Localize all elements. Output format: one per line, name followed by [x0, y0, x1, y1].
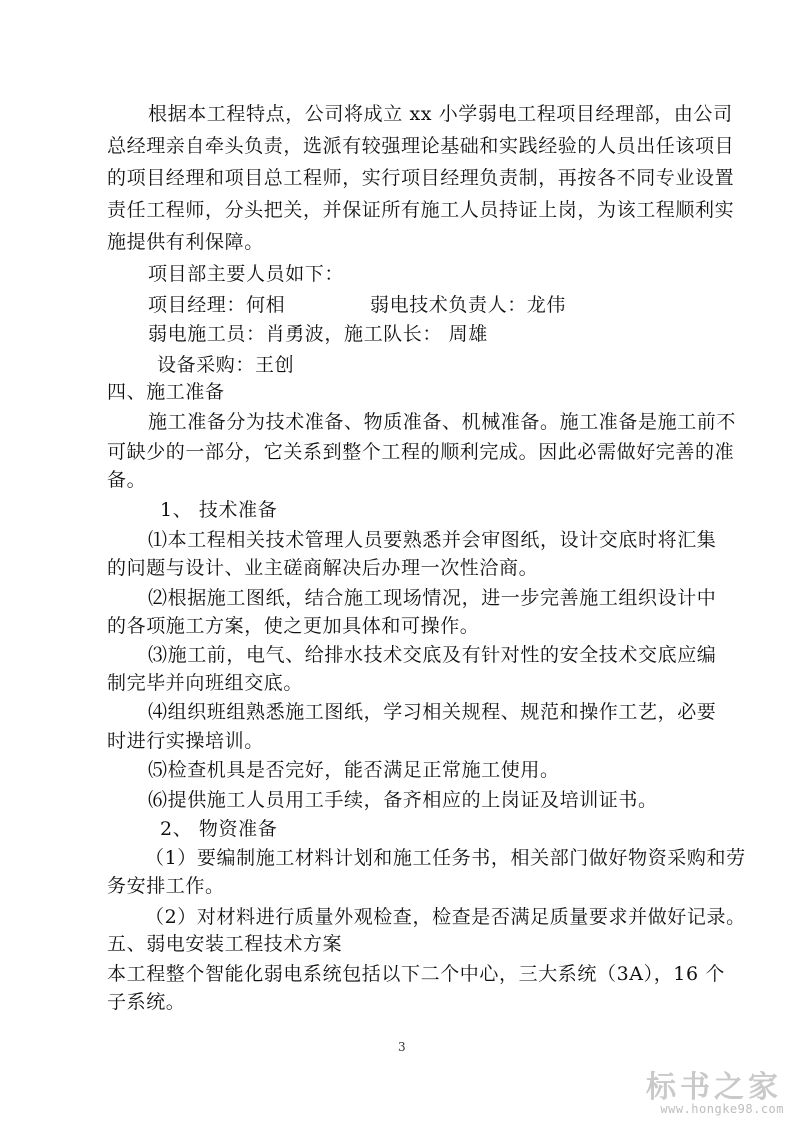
- text-line: （2）对材料进行质量外观检查，检查是否满足质量要求并做好记录。: [145, 906, 746, 928]
- text-line: ⑴本工程相关技术管理人员要熟悉并会审图纸，设计交底时将汇集: [148, 529, 717, 551]
- text-line: 1、 技术准备: [160, 499, 278, 521]
- text-line: 2、 物资准备: [160, 818, 278, 840]
- text-line: 备。: [107, 469, 147, 491]
- text-line: 可缺少的一部分，它关系到整个工程的顺利完成。因此必需做好完善的准: [107, 441, 735, 463]
- text-line: 四、施工准备: [107, 381, 225, 403]
- text-line: ⑵根据施工图纸，结合施工现场情况，进一步完善施工组织设计中: [148, 587, 717, 609]
- text-line: 责任工程师，分头把关，并保证所有施工人员持证上岗，为该工程顺利实: [107, 199, 735, 221]
- text-line: 根据本工程特点，公司将成立 xx 小学弱电工程项目经理部，由公司: [148, 103, 733, 125]
- text-line: 项目经理：何相: [148, 294, 286, 316]
- text-line: （1）要编制施工材料计划和施工任务书，相关部门做好物资采购和劳: [145, 847, 746, 869]
- text-line: 的项目经理和项目总工程师，实行项目经理负责制，再按各不同专业设置: [107, 167, 735, 189]
- text-line: ⑹提供施工人员用工手续，备齐相应的上岗证及培训证书。: [148, 789, 658, 811]
- page-number: 3: [398, 1040, 406, 1054]
- watermark-url: www.hongke98.com: [660, 1102, 784, 1116]
- text-line: 项目部主要人员如下：: [148, 263, 345, 285]
- text-line: 本工程整个智能化弱电系统包括以下二个中心，三大系统（3A），16 个: [107, 963, 725, 985]
- text-line: 设备采购：王创: [157, 354, 295, 376]
- text-line: 制完毕并向班组交底。: [107, 672, 304, 694]
- watermark-title: 标书之家: [646, 1070, 782, 1105]
- text-line: 总经理亲自牵头负责，选派有较强理论基础和实践经验的人员出任该项目: [107, 135, 735, 157]
- text-line: 施工准备分为技术准备、物质准备、机械准备。施工准备是施工前不: [148, 411, 737, 433]
- text-line: 时进行实操培训。: [107, 730, 264, 752]
- watermark-logo: [640, 1062, 790, 1120]
- text-line: ⑸检查机具是否完好，能否满足正常施工使用。: [148, 759, 560, 781]
- text-line: 的各项施工方案，使之更加具体和可操作。: [107, 615, 480, 637]
- text-line: ⑷组织班组熟悉施工图纸，学习相关规程、规范和操作工艺，必要: [148, 701, 717, 723]
- text-line: 弱电技术负责人：龙伟: [370, 294, 567, 316]
- text-line: 务安排工作。: [107, 875, 225, 897]
- text-line: 施提供有利保障。: [107, 231, 264, 253]
- text-line: 五、弱电安装工程技术方案: [107, 933, 343, 955]
- text-line: ⑶施工前，电气、给排水技术交底及有针对性的安全技术交底应编: [148, 644, 717, 666]
- text-line: 子系统。: [107, 991, 186, 1013]
- text-line: 的问题与设计、业主磋商解决后办理一次性洽商。: [107, 557, 539, 579]
- text-line: 施工队长： 周雄: [344, 323, 488, 345]
- text-line: 弱电施工员：肖勇波，: [148, 323, 345, 345]
